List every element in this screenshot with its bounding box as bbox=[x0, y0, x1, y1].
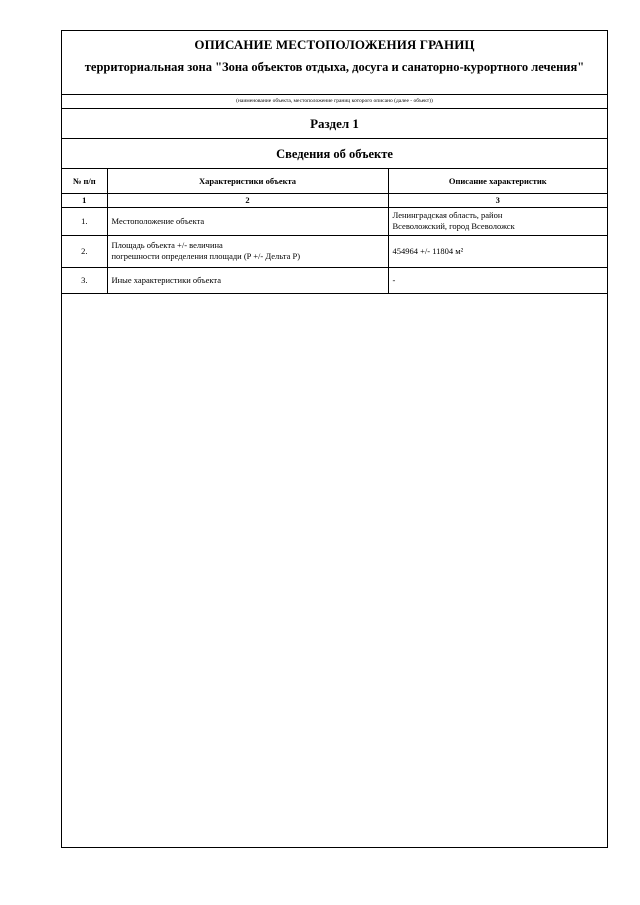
column-number-row bbox=[62, 193, 607, 207]
row-value bbox=[388, 207, 607, 235]
row-characteristic-line: погрешности определения площади (P +/- Дельта P) bbox=[111, 251, 301, 261]
table-row bbox=[62, 267, 607, 293]
section-title: Раздел 1 bbox=[62, 109, 607, 139]
table-row bbox=[62, 235, 607, 267]
document-frame bbox=[61, 30, 608, 848]
row-characteristic: Иные характеристики объекта bbox=[107, 267, 388, 293]
column-number: 1 bbox=[62, 193, 107, 207]
row-value: - bbox=[388, 267, 607, 293]
row-value-line: Ленинградская область, район bbox=[392, 210, 503, 220]
row-characteristic bbox=[107, 235, 388, 267]
header-description: Описание характеристик bbox=[388, 169, 607, 193]
document-subtitle: территориальная зона "Зона объектов отдыха, досуга и санаторно-курортного лечения" bbox=[84, 60, 585, 74]
object-caption: (наименование объекта, местоположение границ которого описано (далее - объект)) bbox=[62, 95, 607, 109]
row-value: 454964 +/- 11804 м² bbox=[388, 235, 607, 267]
column-number: 3 bbox=[388, 193, 607, 207]
row-value-line: Всеволожский, город Всеволожск bbox=[392, 221, 515, 231]
table-row bbox=[62, 207, 607, 235]
row-characteristic-line: Площадь объекта +/- величина bbox=[111, 240, 223, 250]
info-heading: Сведения об объекте bbox=[62, 139, 607, 169]
column-number: 2 bbox=[107, 193, 388, 207]
object-info-table bbox=[62, 169, 607, 294]
title-block bbox=[62, 31, 607, 95]
header-characteristic: Характеристики объекта bbox=[107, 169, 388, 193]
row-number: 2. bbox=[62, 235, 107, 267]
header-number: № п/п bbox=[62, 169, 107, 193]
row-number: 1. bbox=[62, 207, 107, 235]
document-title: ОПИСАНИЕ МЕСТОПОЛОЖЕНИЯ ГРАНИЦ bbox=[194, 37, 475, 52]
row-number: 3. bbox=[62, 267, 107, 293]
table-header-row bbox=[62, 169, 607, 193]
row-characteristic: Местоположение объекта bbox=[107, 207, 388, 235]
